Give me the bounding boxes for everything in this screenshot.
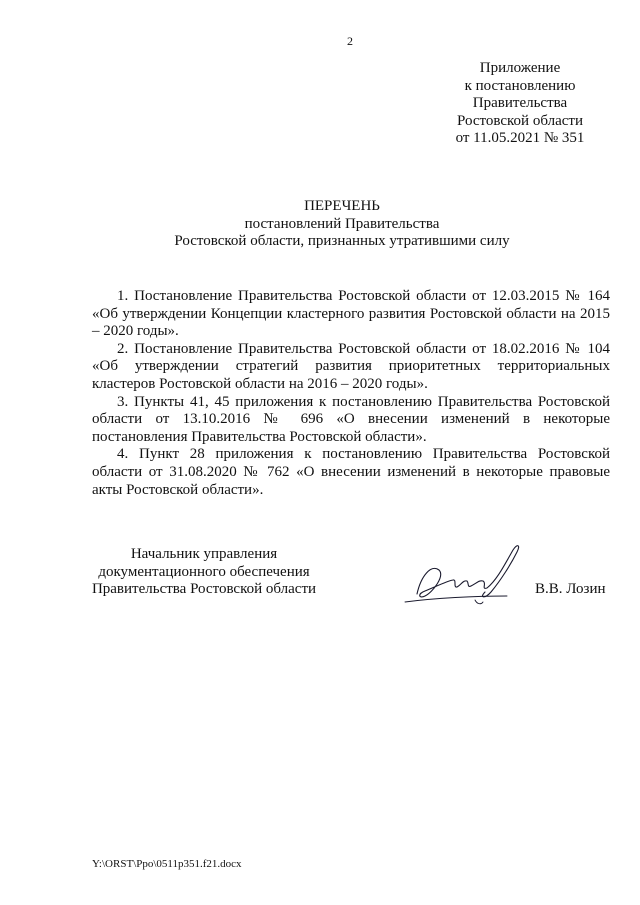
appendix-line: к постановлению xyxy=(464,77,576,94)
page-number: 2 xyxy=(347,34,353,48)
title-line: постановлений Правительства xyxy=(244,215,440,232)
appendix-line: Ростовской области xyxy=(457,112,583,129)
list-item: 1. Постановление Правительства Ростовской области от 12.03.2015 № 164 «Об утверждении Концепции кластерного развития Ростовской области на 2015 – 2020 годы». xyxy=(92,288,610,340)
list-item: 4. Пункт 28 приложения к постановлению Правительства Ростовской области от 31.08.2020 № 762 «О внесении изменений в некоторые правовые акты Ростовской области». xyxy=(92,446,610,498)
title-line: Ростовской области, признанных утратившими силу xyxy=(174,233,510,249)
title-heading: ПЕРЕЧЕНЬ xyxy=(304,198,380,214)
document-title xyxy=(42,198,640,251)
appendix-line: от 11.05.2021 № 351 xyxy=(455,130,585,146)
appendix-block xyxy=(440,60,600,148)
signer-position xyxy=(84,546,324,599)
list-item: 2. Постановление Правительства Ростовской области от 18.02.2016 № 104 «Об утверждении стратегий развития приоритетных территориальных кластеров Ростовской области на 2016 – 2020 годы». xyxy=(92,340,610,392)
signer-position-line: Начальник управления xyxy=(130,546,278,562)
signer-name: В.В. Лозин xyxy=(535,581,606,597)
file-path: Y:\ORST\Ppo\0511p351.f21.docx xyxy=(92,858,242,870)
document-body xyxy=(92,288,610,499)
signer-position-line: Правительства Ростовской области xyxy=(91,581,317,597)
appendix-line: Приложение xyxy=(479,60,561,76)
appendix-line: Правительства xyxy=(472,95,568,111)
list-item: 3. Пункты 41, 45 приложения к постановлению Правительства Ростовской области от 13.10.2016 № 696 «О внесении изменений в некоторые постановления Правительства Ростовской области». xyxy=(92,393,610,445)
signer-position-line: документационного обеспечения xyxy=(98,563,310,580)
handwritten-signature xyxy=(395,536,535,616)
